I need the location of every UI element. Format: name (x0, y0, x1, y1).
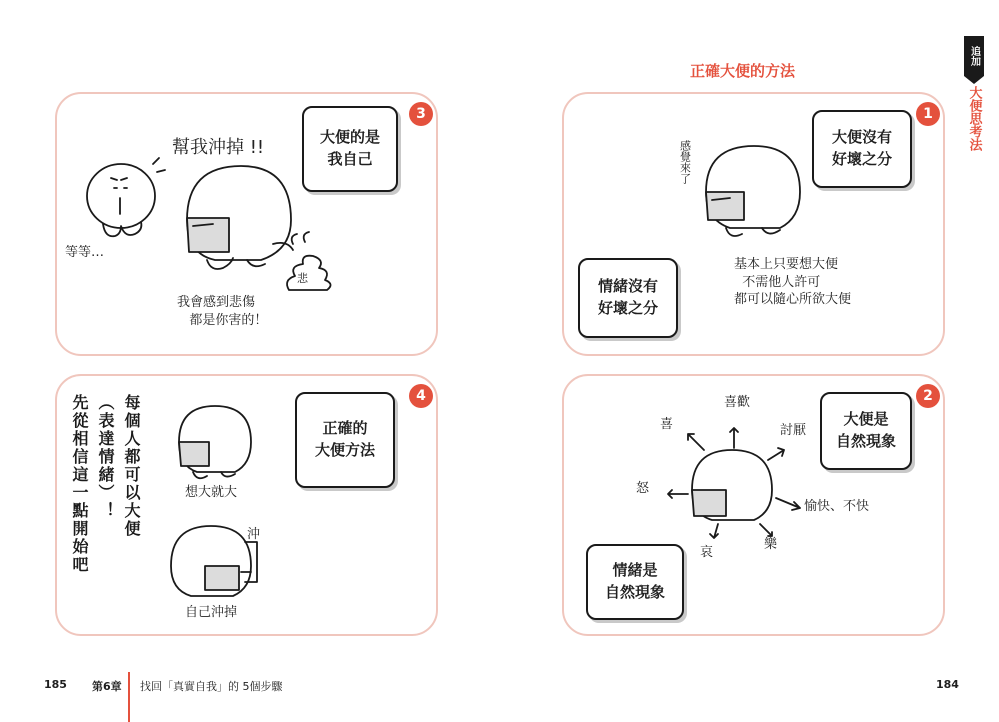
panel-4 (55, 374, 438, 636)
panel-4-box: 正確的 大便方法 (295, 392, 395, 488)
small-character-illustration (81, 158, 161, 248)
emotion-pleasant: 愉快、不快 (804, 499, 870, 514)
panel-1-box-bottom: 情緒沒有 好壞之分 (578, 258, 678, 338)
panel-4-caption-2: 自己沖掉 (185, 605, 238, 620)
panel-1 (562, 92, 945, 356)
poop-icon (283, 234, 333, 294)
panel-3-shout: 幫我沖掉 !! (172, 137, 265, 158)
page-title: 正確大便的方法 (690, 62, 796, 80)
panel-3-box: 大便的是 我自己 (302, 106, 398, 192)
page-number-right: 184 (936, 678, 959, 691)
panel-1-caption: 基本上只要想大便 不需他人許可 都可以隨心所欲大便 (734, 257, 852, 308)
chapter-label: 第6章 (92, 680, 122, 693)
emotion-anger: 怒 (636, 481, 650, 496)
panel-3-wait: 等等… (65, 245, 105, 260)
panel-3 (55, 92, 438, 356)
panel-3-badge: 3 (409, 102, 433, 126)
panel-2-badge: 2 (916, 384, 940, 408)
emotion-radiating-illustration (664, 420, 807, 540)
side-tab-label: 大便思考法 (966, 86, 982, 151)
side-tab-tag-text: 追加 (968, 46, 980, 66)
panel-4-vertical-2: （表達情緒）！ (96, 394, 115, 520)
panel-1-note: 感覺來了 (678, 140, 692, 184)
emotion-joy: 喜 (660, 417, 674, 432)
helmet-character-illustration (177, 164, 297, 274)
panel-1-box-top: 大便沒有 好壞之分 (812, 110, 912, 188)
panel-2-box-top: 大便是 自然現象 (820, 392, 912, 470)
emotion-music: 樂 (764, 537, 778, 552)
panel-4-vertical-3: 先從相信這一點開始吧 (70, 394, 89, 574)
page-number-left: 185 (44, 678, 67, 691)
panel-4-flush-sound: 沖 (247, 527, 261, 542)
panel-2-box-bottom: 情緒是 自然現象 (586, 544, 684, 620)
panel-4-badge: 4 (409, 384, 433, 408)
side-tab-chevron-icon (964, 76, 984, 86)
chapter-title: 找回「真實自我」的 5個步驟 (140, 680, 283, 693)
emotion-like: 喜歡 (724, 395, 751, 410)
panel-3-sad-tag: 悲 (297, 272, 308, 285)
panel-2 (562, 374, 945, 636)
helmet-character-illustration (702, 142, 812, 242)
helmet-character-illustration (175, 402, 255, 480)
chapter-divider (128, 672, 130, 722)
panel-1-badge: 1 (916, 102, 940, 126)
side-tab-tag (964, 36, 984, 76)
emotion-dislike: 討厭 (780, 423, 807, 438)
emotion-sad: 哀 (700, 545, 714, 560)
flushing-character-illustration (165, 522, 265, 602)
panel-3-caption: 我會感到悲傷 都是你害的！ (177, 295, 268, 328)
panel-4-caption-1: 想大就大 (185, 485, 238, 500)
panel-4-vertical-1: 每個人都可以大便 (122, 394, 141, 538)
